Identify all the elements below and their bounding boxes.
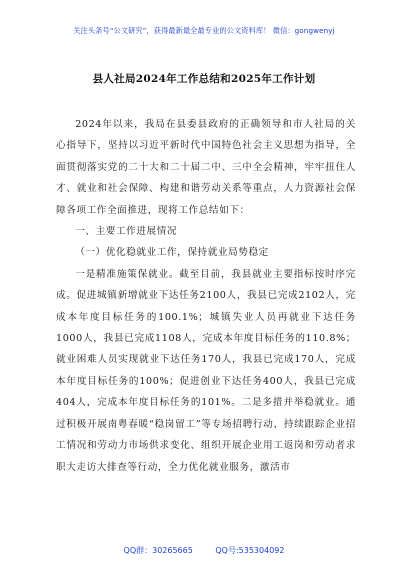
document-body xyxy=(56,114,356,478)
footer-qq-group: QQ群：30265665 xyxy=(123,546,193,555)
footer-contact xyxy=(0,545,408,556)
header-promo-note: 关注头条号“公文研究”，获得最新最全最专业的公文资料库！ 微信：gongwenyj xyxy=(73,26,335,35)
document-title: 县人社局2024年工作总结和2025年工作计划 xyxy=(92,73,316,85)
intro-paragraph: 2024年以来，我局在县委县政府的正确领导和市人社局的关心指导下，坚持以习近平新时代中国特色社会主义思想为指导，全面贯彻落实党的二十大和二十届二中、三中全会精神，牢牢扭住人才、就业和社会保障、构建和谐劳动关系等重点，人力资源社会保障各项工作全面推进，现将工作总结如下： xyxy=(56,119,356,216)
employment-paragraph: 一是精准施策保就业。截至目前，我县就业主要指标按时序完成。促进城镇新增就业下达任务2100人，我县已完成2102人，完成本年度目标任务的100.1%；城镇失业人员再就业下达任务1000人，我县已完成1108人，完成本年度目标任务的110.8%；就业困难人员实现就业下达任务170人，我县已完成170人，完成本年度目标任务的100%；促进创业下达任务400人，我县已完成404人，完成本年度目标任务的101%。二是多措并举稳就业。通过积极开展南粤春暖“稳岗留工”等专场招聘行动，持续跟踪企业招工情况和劳动力市场供求变化、组织开展企业用工返岗和劳动者求职大走访大排查等行动，全力优化就业服务，激活市 xyxy=(56,268,356,473)
footer-qq: QQ号:535304092 xyxy=(215,546,285,555)
subsection-heading: （一）优化稳就业工作，保持就业局势稳定 xyxy=(75,247,269,259)
section-heading: 一、主要工作进展情况 xyxy=(75,226,178,238)
